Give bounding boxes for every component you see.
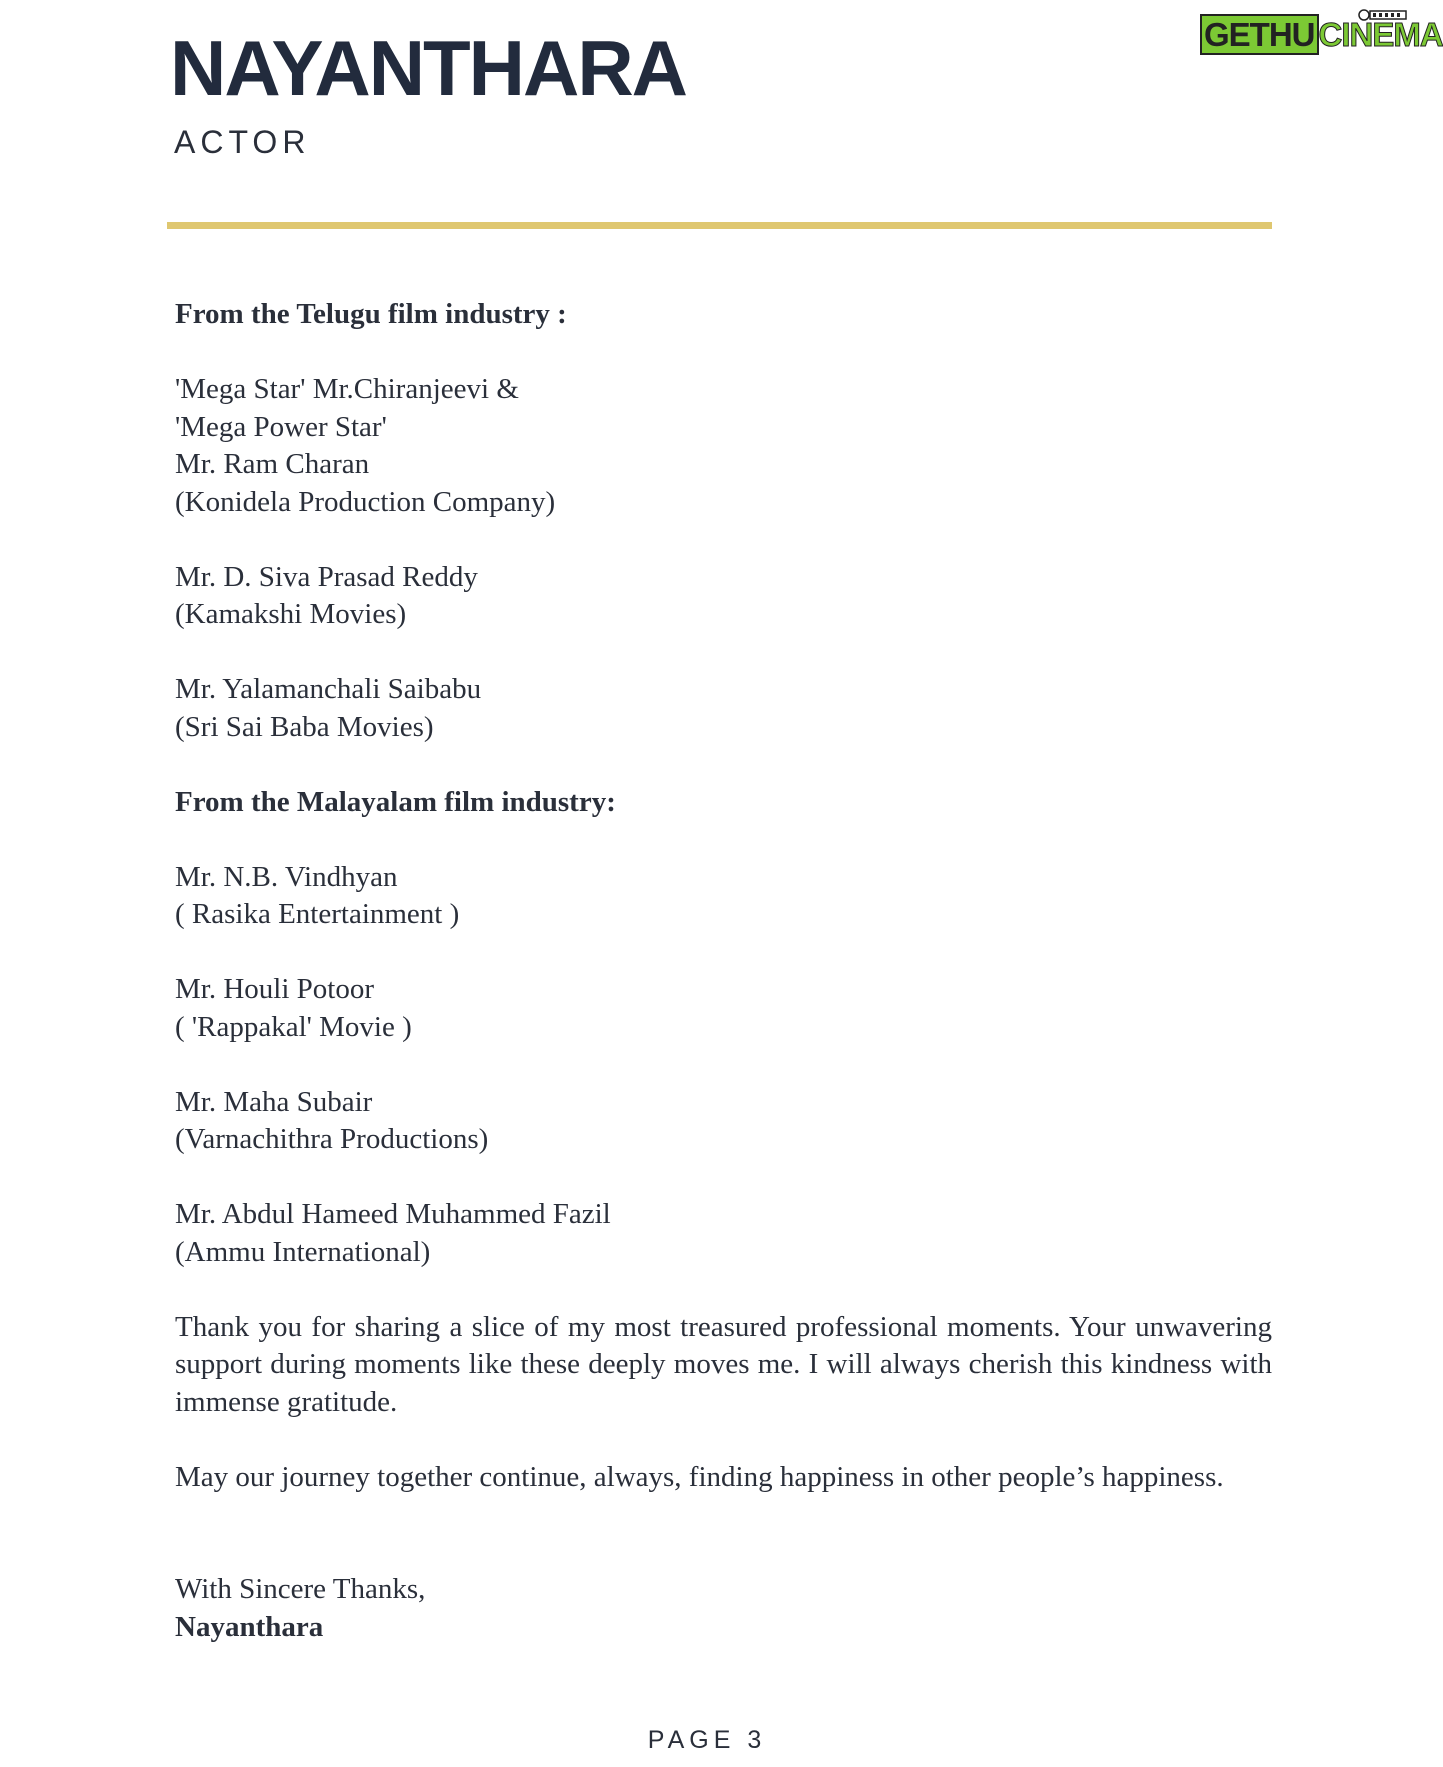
telugu-heading: From the Telugu film industry : xyxy=(175,298,567,330)
telugu-group-1 xyxy=(175,371,1272,521)
page-subtitle-role: ACTOR xyxy=(174,124,311,160)
header-divider xyxy=(167,222,1272,229)
watermark-part1: GETHU xyxy=(1200,14,1319,55)
list-item: Mr. Maha Subair xyxy=(175,1085,373,1118)
list-item: Mr. Abdul Hameed Muhammed Fazil xyxy=(175,1198,611,1230)
watermark-logo xyxy=(1200,8,1443,60)
list-item: (Ammu International) xyxy=(175,1235,431,1268)
list-item: (Konidela Production Company) xyxy=(175,485,556,518)
closing-salutation: With Sincere Thanks, xyxy=(175,1573,426,1605)
malayalam-group-3 xyxy=(175,1084,1272,1159)
list-item: (Varnachithra Productions) xyxy=(175,1123,489,1155)
telugu-group-2 xyxy=(175,559,1272,634)
list-item: Mr. D. Siva Prasad Reddy xyxy=(175,560,478,593)
malayalam-group-2 xyxy=(175,971,1272,1046)
list-item: (Kamakshi Movies) xyxy=(175,598,407,630)
telugu-group-3 xyxy=(175,671,1272,746)
list-item: ( Rasika Entertainment ) xyxy=(175,898,460,930)
closing xyxy=(175,1571,1272,1646)
list-item: Mr. Houli Potoor xyxy=(175,973,374,1005)
list-item: ( 'Rappakal' Movie ) xyxy=(175,1010,412,1043)
malayalam-heading: From the Malayalam film industry: xyxy=(175,785,616,818)
letter-body xyxy=(175,296,1272,1646)
list-item: Mr. Yalamanchali Saibabu xyxy=(175,673,482,705)
malayalam-group-4 xyxy=(175,1196,1272,1271)
signature-name: Nayanthara xyxy=(175,1610,324,1643)
list-item: Mr. Ram Charan xyxy=(175,448,370,480)
malayalam-group-1 xyxy=(175,859,1272,934)
list-item: Mr. N.B. Vindhyan xyxy=(175,860,398,893)
list-item: 'Mega Star' Mr.Chiranjeevi & xyxy=(175,373,519,405)
list-item: 'Mega Power Star' xyxy=(175,410,387,443)
journey-paragraph: May our journey together continue, always, finding happiness in other people’s happiness. xyxy=(175,1460,1224,1493)
page-number: PAGE 3 xyxy=(647,1726,767,1754)
thank-you-paragraph: Thank you for sharing a slice of my most treasured professional moments. Your unwavering support during moments like these deeply moves me. I will always cherish this kindness with immense gratitude. xyxy=(175,1310,1272,1418)
page-title: NAYANTHARA xyxy=(170,24,686,112)
list-item: (Sri Sai Baba Movies) xyxy=(175,710,434,743)
watermark-part2: CINEMA xyxy=(1318,16,1443,53)
